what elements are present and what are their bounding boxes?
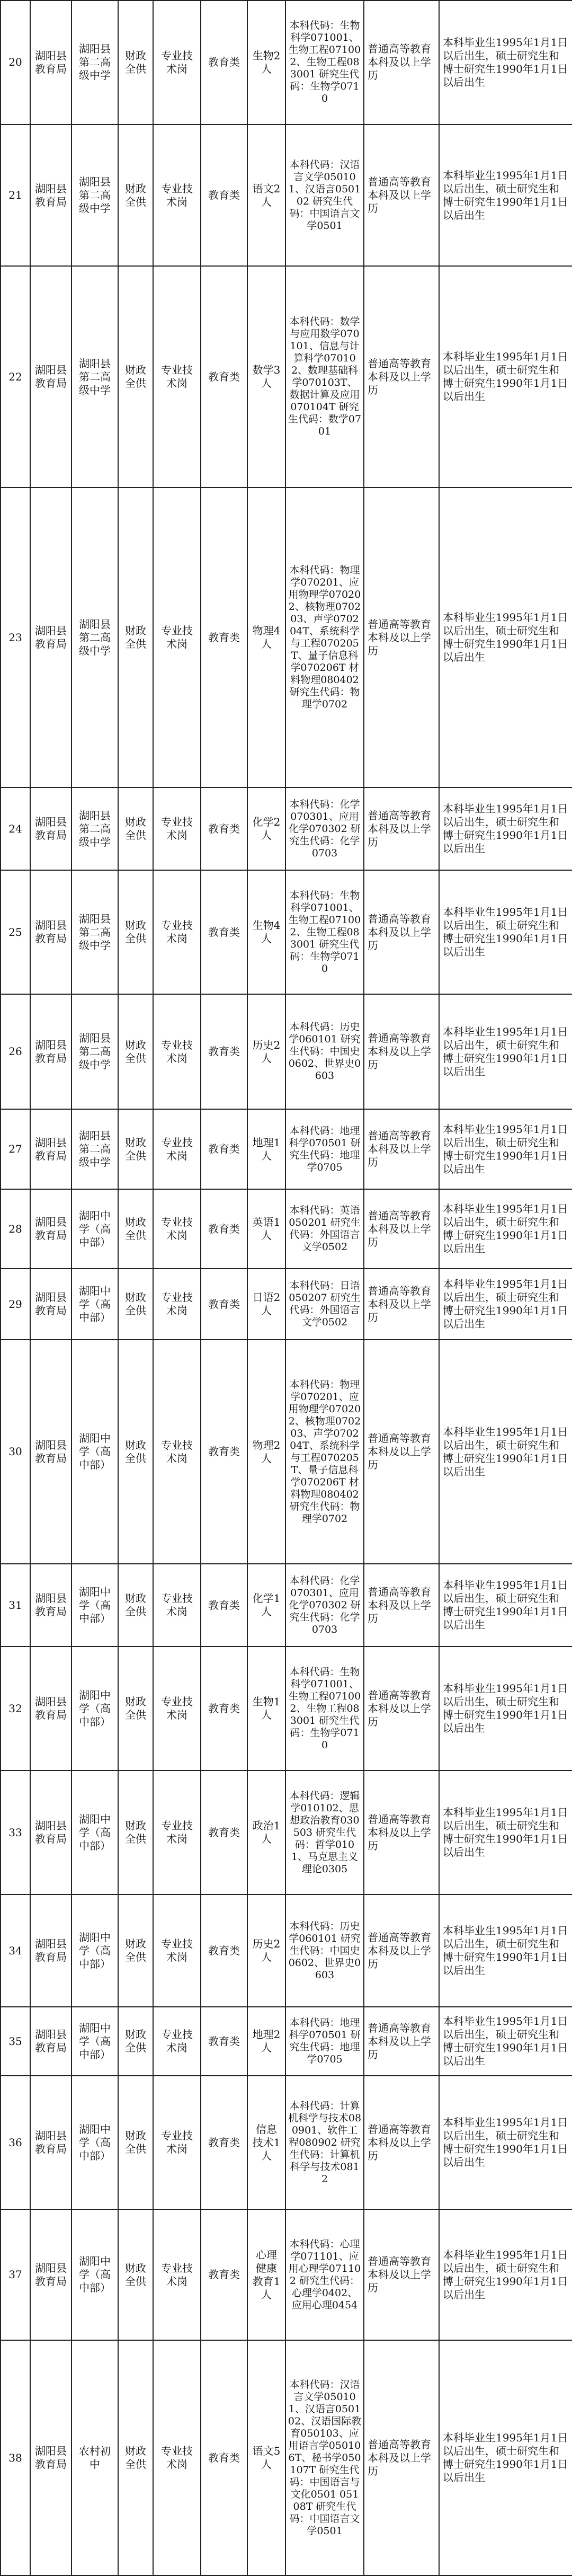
category-cell: 教育类 [201, 1771, 247, 1895]
row-number: 21 [1, 125, 30, 266]
table-row [1, 125, 572, 266]
major-requirement-cell: 本科代码：生物科学071001、生物工程071002、生物工程083001 研究生代码：生物学0710 [285, 1646, 364, 1771]
funding-cell: 财政全供 [118, 787, 153, 870]
department-cell: 湖阳县教育局 [30, 1564, 72, 1646]
position-cell: 物理4人 [247, 488, 285, 787]
post-type-cell: 专业技术岗 [153, 1771, 201, 1895]
other-requirement-cell: 本科毕业生1995年1月1日以后出生，硕士研究生和博士研究生1990年1月1日以后出生 [439, 266, 572, 488]
position-cell: 化学2人 [247, 787, 285, 870]
other-requirement-cell: 本科毕业生1995年1月1日以后出生，硕士研究生和博士研究生1990年1月1日以后出生 [439, 2209, 572, 2340]
category-cell: 教育类 [201, 1895, 247, 2007]
other-requirement-cell: 本科毕业生1995年1月1日以后出生，硕士研究生和博士研究生1990年1月1日以后出生 [439, 994, 572, 1109]
row-number: 29 [1, 1269, 30, 1340]
category-cell: 教育类 [201, 2340, 247, 2575]
funding-cell: 财政全供 [118, 2340, 153, 2575]
department-cell: 湖阳县教育局 [30, 2007, 72, 2076]
major-requirement-cell: 本科代码：历史学060101 研究生代码：中国史0602、世界史0603 [285, 994, 364, 1109]
position-cell: 政治1人 [247, 1771, 285, 1895]
major-requirement-cell: 本科代码：逻辑学010102、思想政治教育030503 研究生代码：哲学0101、马克思主义理论0305 [285, 1771, 364, 1895]
table-row [1, 787, 572, 870]
education-requirement-cell: 普通高等教育本科及以上学历 [364, 2209, 439, 2340]
unit-cell: 湖阳中学（高中部） [72, 1269, 118, 1340]
unit-cell: 湖阳县第二高级中学 [72, 266, 118, 488]
category-cell: 教育类 [201, 1340, 247, 1564]
department-cell: 湖阳县教育局 [30, 1895, 72, 2007]
table-row [1, 870, 572, 994]
table-row [1, 1895, 572, 2007]
table-row [1, 266, 572, 488]
department-cell: 湖阳县教育局 [30, 870, 72, 994]
row-number: 20 [1, 1, 30, 125]
category-cell: 教育类 [201, 994, 247, 1109]
department-cell: 湖阳县教育局 [30, 1340, 72, 1564]
unit-cell: 湖阳县第二高级中学 [72, 1109, 118, 1189]
post-type-cell: 专业技术岗 [153, 1564, 201, 1646]
table-row [1, 1, 572, 125]
table-row [1, 1340, 572, 1564]
unit-cell: 湖阳中学（高中部） [72, 2209, 118, 2340]
row-number: 35 [1, 2007, 30, 2076]
major-requirement-cell: 本科代码：历史学060101 研究生代码：中国史0602、世界史0603 [285, 1895, 364, 2007]
department-cell: 湖阳县教育局 [30, 787, 72, 870]
row-number: 36 [1, 2076, 30, 2209]
table-row [1, 1646, 572, 1771]
funding-cell: 财政全供 [118, 1189, 153, 1269]
funding-cell: 财政全供 [118, 1771, 153, 1895]
position-cell: 数学3人 [247, 266, 285, 488]
education-requirement-cell: 普通高等教育本科及以上学历 [364, 1, 439, 125]
row-number: 28 [1, 1189, 30, 1269]
table-row [1, 2209, 572, 2340]
education-requirement-cell: 普通高等教育本科及以上学历 [364, 2076, 439, 2209]
education-requirement-cell: 普通高等教育本科及以上学历 [364, 266, 439, 488]
category-cell: 教育类 [201, 787, 247, 870]
position-cell: 生物2人 [247, 1, 285, 125]
position-cell: 历史2人 [247, 1895, 285, 2007]
post-type-cell: 专业技术岗 [153, 1895, 201, 2007]
education-requirement-cell: 普通高等教育本科及以上学历 [364, 2007, 439, 2076]
table-row [1, 2076, 572, 2209]
other-requirement-cell: 本科毕业生1995年1月1日以后出生，硕士研究生和博士研究生1990年1月1日以后出生 [439, 1771, 572, 1895]
table-row [1, 994, 572, 1109]
category-cell: 教育类 [201, 488, 247, 787]
education-requirement-cell: 普通高等教育本科及以上学历 [364, 1109, 439, 1189]
department-cell: 湖阳县教育局 [30, 125, 72, 266]
funding-cell: 财政全供 [118, 1564, 153, 1646]
position-cell: 语文2人 [247, 125, 285, 266]
unit-cell: 湖阳县第二高级中学 [72, 488, 118, 787]
post-type-cell: 专业技术岗 [153, 1, 201, 125]
education-requirement-cell: 普通高等教育本科及以上学历 [364, 125, 439, 266]
major-requirement-cell: 本科代码：计算机科学与技术080901、软件工程080902 研究生代码：计算机科学与技术0812 [285, 2076, 364, 2209]
category-cell: 教育类 [201, 1, 247, 125]
education-requirement-cell: 普通高等教育本科及以上学历 [364, 488, 439, 787]
row-number: 31 [1, 1564, 30, 1646]
post-type-cell: 专业技术岗 [153, 1189, 201, 1269]
post-type-cell: 专业技术岗 [153, 125, 201, 266]
category-cell: 教育类 [201, 125, 247, 266]
major-requirement-cell: 本科代码：物理学070201、应用物理学070202、核物理070203、声学070204T、系统科学与工程070205T、量子信息科学070206T 材料物理080402 研究生代码：物理学0702 [285, 1340, 364, 1564]
funding-cell: 财政全供 [118, 1, 153, 125]
education-requirement-cell: 普通高等教育本科及以上学历 [364, 1564, 439, 1646]
unit-cell: 湖阳中学（高中部） [72, 2007, 118, 2076]
position-cell: 日语2人 [247, 1269, 285, 1340]
row-number: 23 [1, 488, 30, 787]
post-type-cell: 专业技术岗 [153, 266, 201, 488]
category-cell: 教育类 [201, 2209, 247, 2340]
position-cell: 历史2人 [247, 994, 285, 1109]
funding-cell: 财政全供 [118, 1646, 153, 1771]
category-cell: 教育类 [201, 2076, 247, 2209]
funding-cell: 财政全供 [118, 1269, 153, 1340]
row-number: 34 [1, 1895, 30, 2007]
major-requirement-cell: 本科代码：生物科学071001、生物工程071002、生物工程083001 研究生代码：生物学0710 [285, 1, 364, 125]
post-type-cell: 专业技术岗 [153, 1646, 201, 1771]
department-cell: 湖阳县教育局 [30, 488, 72, 787]
department-cell: 湖阳县教育局 [30, 2076, 72, 2209]
unit-cell: 湖阳县第二高级中学 [72, 125, 118, 266]
department-cell: 湖阳县教育局 [30, 2340, 72, 2575]
funding-cell: 财政全供 [118, 2076, 153, 2209]
other-requirement-cell: 本科毕业生1995年1月1日以后出生，硕士研究生和博士研究生1990年1月1日以后出生 [439, 1269, 572, 1340]
position-cell: 语文5人 [247, 2340, 285, 2575]
other-requirement-cell: 本科毕业生1995年1月1日以后出生，硕士研究生和博士研究生1990年1月1日以后出生 [439, 1564, 572, 1646]
education-requirement-cell: 普通高等教育本科及以上学历 [364, 1189, 439, 1269]
category-cell: 教育类 [201, 1109, 247, 1189]
major-requirement-cell: 本科代码：汉语言文学050101、汉语言050102 研究生代码：中国语言文学0501 [285, 125, 364, 266]
table-row [1, 1564, 572, 1646]
post-type-cell: 专业技术岗 [153, 994, 201, 1109]
unit-cell: 农村初中 [72, 2340, 118, 2575]
funding-cell: 财政全供 [118, 2209, 153, 2340]
funding-cell: 财政全供 [118, 870, 153, 994]
education-requirement-cell: 普通高等教育本科及以上学历 [364, 994, 439, 1109]
funding-cell: 财政全供 [118, 1895, 153, 2007]
department-cell: 湖阳县教育局 [30, 1269, 72, 1340]
funding-cell: 财政全供 [118, 994, 153, 1109]
category-cell: 教育类 [201, 1269, 247, 1340]
post-type-cell: 专业技术岗 [153, 2340, 201, 2575]
major-requirement-cell: 本科代码：地理科学070501 研究生代码：地理学0705 [285, 1109, 364, 1189]
unit-cell: 湖阳中学（高中部） [72, 2076, 118, 2209]
education-requirement-cell: 普通高等教育本科及以上学历 [364, 1895, 439, 2007]
other-requirement-cell: 本科毕业生1995年1月1日以后出生，硕士研究生和博士研究生1990年1月1日以后出生 [439, 488, 572, 787]
row-number: 22 [1, 266, 30, 488]
education-requirement-cell: 普通高等教育本科及以上学历 [364, 787, 439, 870]
major-requirement-cell: 本科代码：化学070301、应用化学070302 研究生代码：化学0703 [285, 787, 364, 870]
position-cell: 物理2人 [247, 1340, 285, 1564]
row-number: 24 [1, 787, 30, 870]
category-cell: 教育类 [201, 266, 247, 488]
department-cell: 湖阳县教育局 [30, 1, 72, 125]
position-cell: 生物4人 [247, 870, 285, 994]
post-type-cell: 专业技术岗 [153, 2209, 201, 2340]
unit-cell: 湖阳中学（高中部） [72, 1564, 118, 1646]
major-requirement-cell: 本科代码：日语050207 研究生代码：外国语言文学0502 [285, 1269, 364, 1340]
department-cell: 湖阳县教育局 [30, 994, 72, 1109]
table-row [1, 2340, 572, 2575]
major-requirement-cell: 本科代码：汉语言文学050101、汉语言050102、汉语国际教育050103、应用语言学050106T、秘书学050107T 研究生代码：中国语言与文化0501 05108T 研究生代码：中国语言文学0501 [285, 2340, 364, 2575]
post-type-cell: 专业技术岗 [153, 488, 201, 787]
education-requirement-cell: 普通高等教育本科及以上学历 [364, 870, 439, 994]
major-requirement-cell: 本科代码：数学与应用数学070101、信息与计算科学070102、数理基础科学070103T、数据计算及应用070104T 研究生代码：数学0701 [285, 266, 364, 488]
position-cell: 英语1人 [247, 1189, 285, 1269]
position-cell: 地理2人 [247, 2007, 285, 2076]
post-type-cell: 专业技术岗 [153, 870, 201, 994]
funding-cell: 财政全供 [118, 2007, 153, 2076]
other-requirement-cell: 本科毕业生1995年1月1日以后出生，硕士研究生和博士研究生1990年1月1日以后出生 [439, 870, 572, 994]
unit-cell: 湖阳中学（高中部） [72, 1771, 118, 1895]
position-cell: 心理健康教育1人 [247, 2209, 285, 2340]
other-requirement-cell: 本科毕业生1995年1月1日以后出生，硕士研究生和博士研究生1990年1月1日以后出生 [439, 1109, 572, 1189]
row-number: 33 [1, 1771, 30, 1895]
other-requirement-cell: 本科毕业生1995年1月1日以后出生，硕士研究生和博士研究生1990年1月1日以后出生 [439, 2076, 572, 2209]
category-cell: 教育类 [201, 870, 247, 994]
department-cell: 湖阳县教育局 [30, 266, 72, 488]
post-type-cell: 专业技术岗 [153, 1109, 201, 1189]
other-requirement-cell: 本科毕业生1995年1月1日以后出生，硕士研究生和博士研究生1990年1月1日以后出生 [439, 2340, 572, 2575]
education-requirement-cell: 普通高等教育本科及以上学历 [364, 1646, 439, 1771]
table-row [1, 1771, 572, 1895]
funding-cell: 财政全供 [118, 1109, 153, 1189]
unit-cell: 湖阳中学（高中部） [72, 1189, 118, 1269]
other-requirement-cell: 本科毕业生1995年1月1日以后出生，硕士研究生和博士研究生1990年1月1日以后出生 [439, 1, 572, 125]
major-requirement-cell: 本科代码：地理科学070501 研究生代码：地理学0705 [285, 2007, 364, 2076]
major-requirement-cell: 本科代码：英语050201 研究生代码：外国语言文学0502 [285, 1189, 364, 1269]
unit-cell: 湖阳中学（高中部） [72, 1895, 118, 2007]
post-type-cell: 专业技术岗 [153, 1269, 201, 1340]
position-cell: 化学1人 [247, 1564, 285, 1646]
funding-cell: 财政全供 [118, 125, 153, 266]
unit-cell: 湖阳县第二高级中学 [72, 1, 118, 125]
major-requirement-cell: 本科代码：物理学070201、应用物理学070202、核物理070203、声学070204T、系统科学与工程070205T、量子信息科学070206T 材料物理080402 研究生代码：物理学0702 [285, 488, 364, 787]
unit-cell: 湖阳中学（高中部） [72, 1340, 118, 1564]
category-cell: 教育类 [201, 2007, 247, 2076]
education-requirement-cell: 普通高等教育本科及以上学历 [364, 2340, 439, 2575]
row-number: 26 [1, 994, 30, 1109]
category-cell: 教育类 [201, 1646, 247, 1771]
other-requirement-cell: 本科毕业生1995年1月1日以后出生，硕士研究生和博士研究生1990年1月1日以后出生 [439, 1646, 572, 1771]
position-cell: 信息技术1人 [247, 2076, 285, 2209]
table-row [1, 1269, 572, 1340]
category-cell: 教育类 [201, 1564, 247, 1646]
table-row [1, 2007, 572, 2076]
unit-cell: 湖阳中学（高中部） [72, 1646, 118, 1771]
other-requirement-cell: 本科毕业生1995年1月1日以后出生，硕士研究生和博士研究生1990年1月1日以后出生 [439, 787, 572, 870]
major-requirement-cell: 本科代码：化学070301、应用化学070302 研究生代码：化学0703 [285, 1564, 364, 1646]
category-cell: 教育类 [201, 1189, 247, 1269]
unit-cell: 湖阳县第二高级中学 [72, 787, 118, 870]
education-requirement-cell: 普通高等教育本科及以上学历 [364, 1771, 439, 1895]
post-type-cell: 专业技术岗 [153, 2076, 201, 2209]
row-number: 25 [1, 870, 30, 994]
department-cell: 湖阳县教育局 [30, 1646, 72, 1771]
post-type-cell: 专业技术岗 [153, 2007, 201, 2076]
other-requirement-cell: 本科毕业生1995年1月1日以后出生，硕士研究生和博士研究生1990年1月1日以后出生 [439, 2007, 572, 2076]
post-type-cell: 专业技术岗 [153, 1340, 201, 1564]
row-number: 30 [1, 1340, 30, 1564]
table-row [1, 488, 572, 787]
row-number: 38 [1, 2340, 30, 2575]
position-cell: 地理1人 [247, 1109, 285, 1189]
row-number: 37 [1, 2209, 30, 2340]
funding-cell: 财政全供 [118, 488, 153, 787]
other-requirement-cell: 本科毕业生1995年1月1日以后出生，硕士研究生和博士研究生1990年1月1日以后出生 [439, 1340, 572, 1564]
department-cell: 湖阳县教育局 [30, 1109, 72, 1189]
major-requirement-cell: 本科代码：心理学071101、应用心理学071102 研究生代码：心理学0402、应用心理0454 [285, 2209, 364, 2340]
funding-cell: 财政全供 [118, 266, 153, 488]
department-cell: 湖阳县教育局 [30, 1771, 72, 1895]
table-row [1, 1189, 572, 1269]
department-cell: 湖阳县教育局 [30, 1189, 72, 1269]
table-body [1, 1, 572, 2575]
row-number: 32 [1, 1646, 30, 1771]
other-requirement-cell: 本科毕业生1995年1月1日以后出生，硕士研究生和博士研究生1990年1月1日以后出生 [439, 1895, 572, 2007]
table-row [1, 1109, 572, 1189]
funding-cell: 财政全供 [118, 1340, 153, 1564]
education-requirement-cell: 普通高等教育本科及以上学历 [364, 1269, 439, 1340]
other-requirement-cell: 本科毕业生1995年1月1日以后出生，硕士研究生和博士研究生1990年1月1日以后出生 [439, 125, 572, 266]
unit-cell: 湖阳县第二高级中学 [72, 994, 118, 1109]
row-number: 27 [1, 1109, 30, 1189]
major-requirement-cell: 本科代码：生物科学071001、生物工程071002、生物工程083001 研究生代码：生物学0710 [285, 870, 364, 994]
other-requirement-cell: 本科毕业生1995年1月1日以后出生，硕士研究生和博士研究生1990年1月1日以后出生 [439, 1189, 572, 1269]
position-cell: 生物1人 [247, 1646, 285, 1771]
education-requirement-cell: 普通高等教育本科及以上学历 [364, 1340, 439, 1564]
department-cell: 湖阳县教育局 [30, 2209, 72, 2340]
post-type-cell: 专业技术岗 [153, 787, 201, 870]
unit-cell: 湖阳县第二高级中学 [72, 870, 118, 994]
